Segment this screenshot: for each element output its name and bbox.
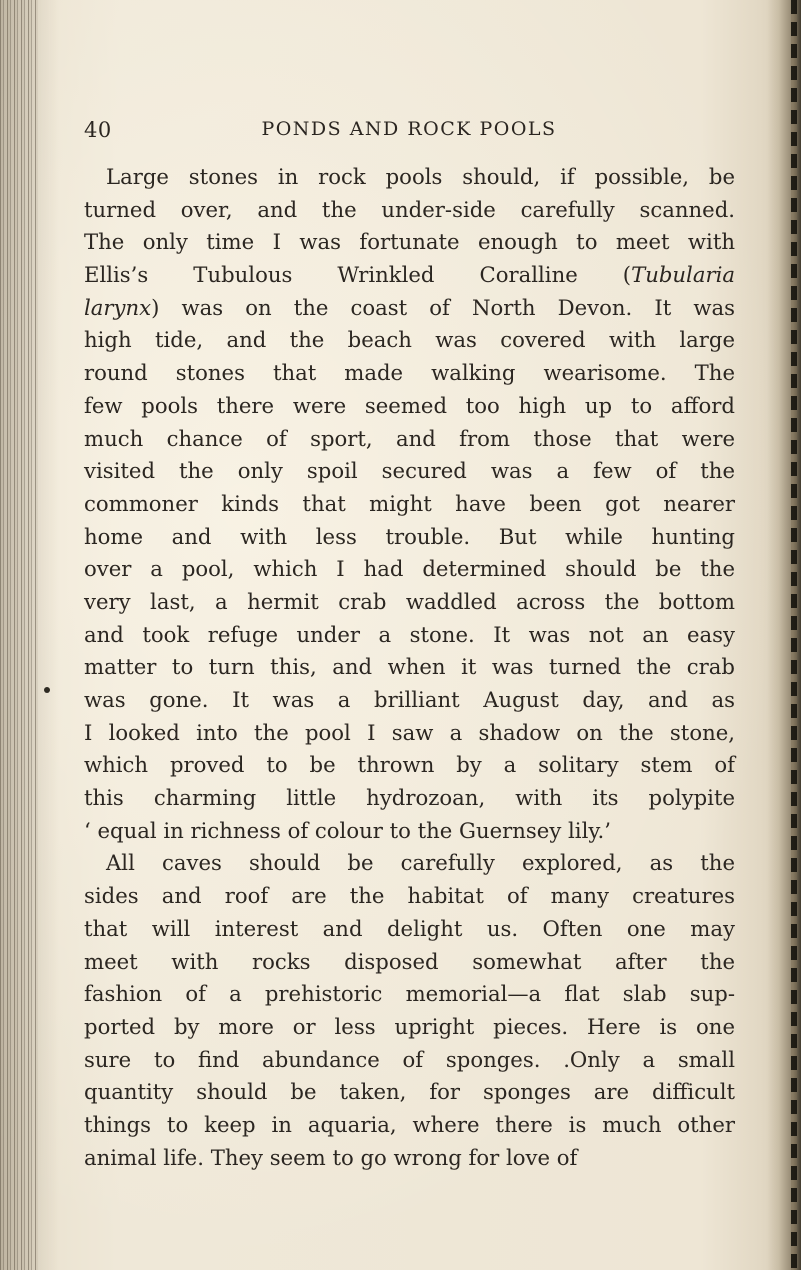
text-line: was gone. It was a brilliant August day, and as bbox=[84, 687, 735, 712]
text-line: much chance of sport, and from those that were bbox=[84, 425, 735, 451]
ink-speck bbox=[44, 687, 50, 693]
text-line: visited the only spoil secured was a few of the bbox=[84, 458, 735, 484]
italic-species-name: Tubularia bbox=[631, 262, 735, 288]
text-line: meet with rocks disposed somewhat after the bbox=[84, 948, 735, 974]
binding-gutter bbox=[0, 0, 38, 1270]
body-text bbox=[84, 161, 735, 1174]
text-line: which proved to be thrown by a solitary stem of bbox=[84, 752, 735, 778]
text-line: things to keep in aquaria, where there is much other bbox=[84, 1111, 735, 1137]
text-line: The only time I was fortunate enough to meet with bbox=[84, 229, 735, 255]
running-head bbox=[84, 118, 734, 146]
text-line: quantity should be taken, for sponges are difficult bbox=[84, 1079, 735, 1105]
page-edge-stack bbox=[791, 0, 797, 1270]
text-line: high tide, and the beach was covered with large bbox=[84, 327, 735, 353]
text-line: and took refuge under a stone. It was not an easy bbox=[84, 621, 735, 647]
text-line: very last, a hermit crab waddled across the bottom bbox=[84, 588, 735, 614]
text-line: this charming little hydrozoan, with its polypite bbox=[84, 785, 735, 811]
text-line: Large stones in rock pools should, if possible, be bbox=[106, 164, 735, 189]
text-line: ‘ equal in richness of colour to the Guernsey lily.’ bbox=[84, 817, 611, 843]
text-line: that will interest and delight us. Often one may bbox=[84, 915, 735, 941]
text-line: turned over, and the under-side carefully scanned. bbox=[84, 196, 735, 222]
text-line: sides and roof are the habitat of many creatures bbox=[84, 883, 735, 909]
text-line bbox=[84, 259, 735, 292]
text-line bbox=[84, 292, 735, 325]
text-line: animal life. They seem to go wrong for love of bbox=[84, 1144, 578, 1170]
text-segment: ) was on the coast of North Devon. It was bbox=[151, 294, 735, 320]
text-line: ported by more or less upright pieces. Here is one bbox=[84, 1013, 735, 1039]
text-line: I looked into the pool I saw a shadow on the stone, bbox=[84, 719, 735, 745]
text-line: home and with less trouble. But while hunting bbox=[84, 523, 735, 549]
text-line: commoner kinds that might have been got nearer bbox=[84, 490, 735, 516]
text-line: few pools there were seemed too high up to afford bbox=[84, 392, 735, 418]
page-number: 40 bbox=[84, 118, 112, 142]
text-line: matter to turn this, and when it was turned the crab bbox=[84, 654, 735, 680]
text-line: fashion of a prehistoric memorial—a flat slab sup- bbox=[84, 981, 735, 1007]
running-title: PONDS AND ROCK POOLS bbox=[261, 118, 557, 140]
text-segment: Ellis’s Tubulous Wrinkled Coralline ( bbox=[84, 262, 632, 288]
italic-species-name: larynx bbox=[84, 294, 152, 320]
text-line: All caves should be carefully explored, as the bbox=[106, 850, 735, 876]
text-line: round stones that made walking wearisome. The bbox=[84, 360, 735, 386]
text-line: sure to find abundance of sponges. .Only a small bbox=[84, 1046, 735, 1072]
text-line: over a pool, which I had determined should be the bbox=[84, 556, 735, 582]
